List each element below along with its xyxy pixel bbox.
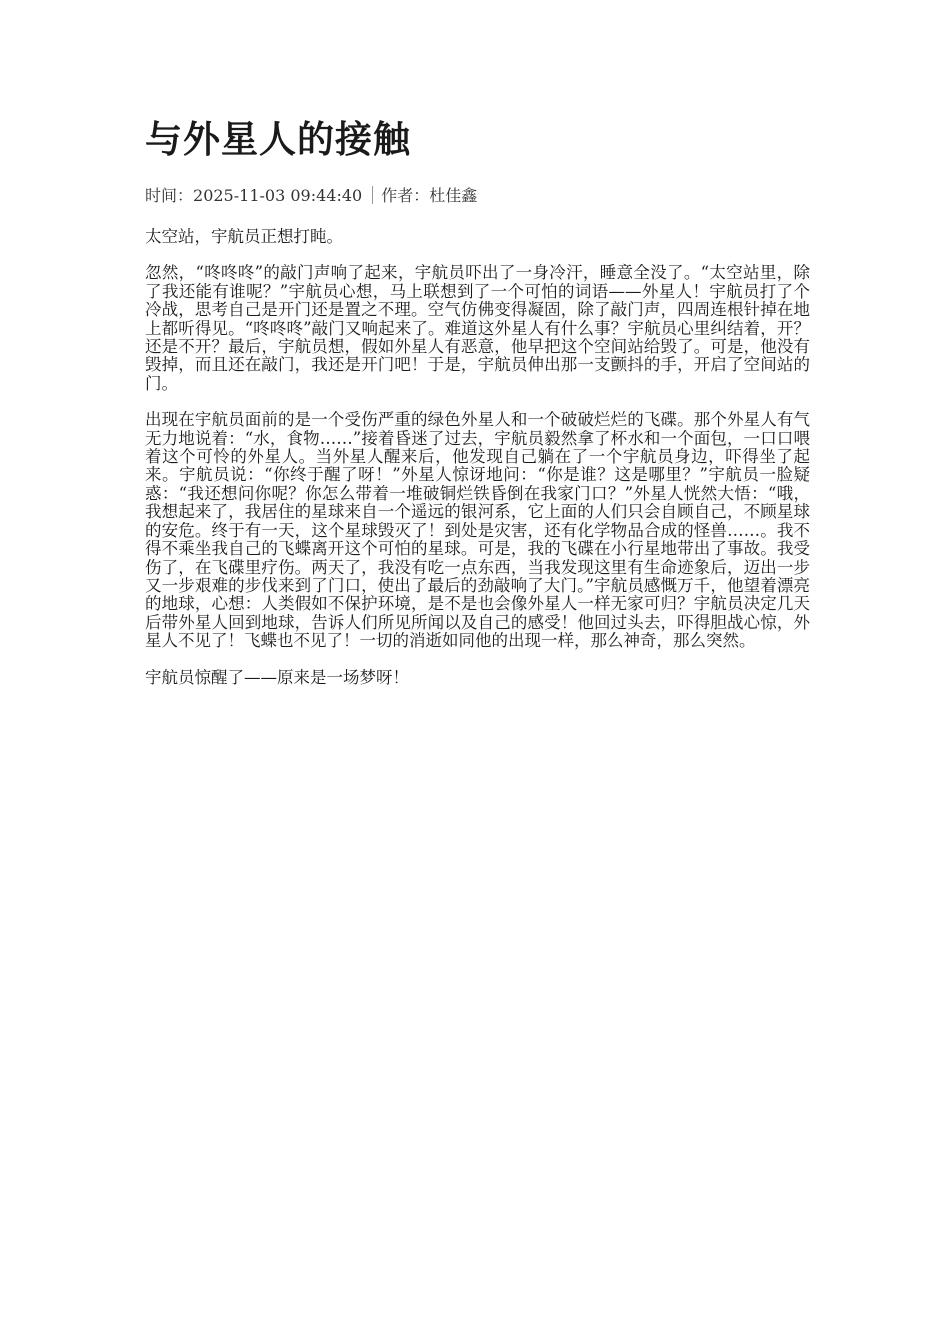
paragraph: 出现在宇航员面前的是一个受伤严重的绿色外星人和一个破破烂烂的飞碟。那个外星人有气无力地说着：“水，食物……”接着昏迷了过去，宇航员毅然拿了杯水和一个面包，一口口喂着这个可怜的外星人。当外星人醒来后，他发现自己躺在了一个宇航员身边，吓得坐了起来。宇航员说：“你终于醒了呀！”外星人惊讶地问：“你是谁？这是哪里？”宇航员一脸疑惑：“我还想问你呢？你怎么带着一堆破铜烂铁昏倒在我家门口？”外星人恍然大悟：“哦，我想起来了，我居住的星球来自一个遥远的银河系，它上面的人们只会自顾自己，不顾星球的安危。终于有一天，这个星球毁灭了！到处是灾害，还有化学物品合成的怪兽……。我不得不乘坐我自己的飞蝶离开这个可怕的星球。可是，我的飞碟在小行星地带出了事故。我受伤了，在飞碟里疗伤。两天了，我没有吃一点东西，当我发现这里有生命迹象后，迈出一步又一步艰难的步伐来到了门口，使出了最后的劲敲响了大门。”宇航员感慨万千，他望着漂亮的地球，心想：人类假如不保护环境，是不是也会像外星人一样无家可归？宇航员决定几天后带外星人回到地球，告诉人们所见所闻以及自己的感受！他回过头去，吓得胆战心惊，外星人不见了！飞蝶也不见了！一切的消逝如同他的出现一样，那么神奇，那么突然。 — [145, 410, 810, 651]
paragraph: 宇航员惊醒了——原来是一场梦呀！ — [145, 667, 409, 687]
paragraph: 太空站，宇航员正想打盹。 — [145, 227, 343, 246]
author-label: 作者： — [381, 186, 430, 205]
author-value: 杜佳鑫 — [429, 186, 478, 205]
article-meta — [145, 184, 810, 208]
article — [145, 112, 810, 705]
time-value: 2025-11-03 09:44:40 — [193, 186, 363, 205]
time-label: 时间： — [145, 186, 194, 205]
meta-divider — [372, 186, 373, 204]
article-body — [145, 228, 810, 687]
paragraph: 忽然，“咚咚咚”的敲门声响了起来，宇航员吓出了一身冷汗，睡意全没了。“太空站里，除了我还能有谁呢？”宇航员心想，马上联想到了一个可怕的词语——外星人！宇航员打了个冷战，思考自己是开门还是置之不理。空气仿佛变得凝固，除了敲门声，四周连根针掉在地上都听得见。“咚咚咚”敲门又响起来了。难道这外星人有什么事？宇航员心里纠结着，开？还是不开？最后，宇航员想，假如外星人有恶意，他早把这个空间站给毁了。可是，他没有毁掉，而且还在敲门，我还是开门吧！于是，宇航员伸出那一支颤抖的手，开启了空间站的门。 — [145, 263, 810, 393]
article-title: 与外星人的接触 — [145, 118, 411, 161]
